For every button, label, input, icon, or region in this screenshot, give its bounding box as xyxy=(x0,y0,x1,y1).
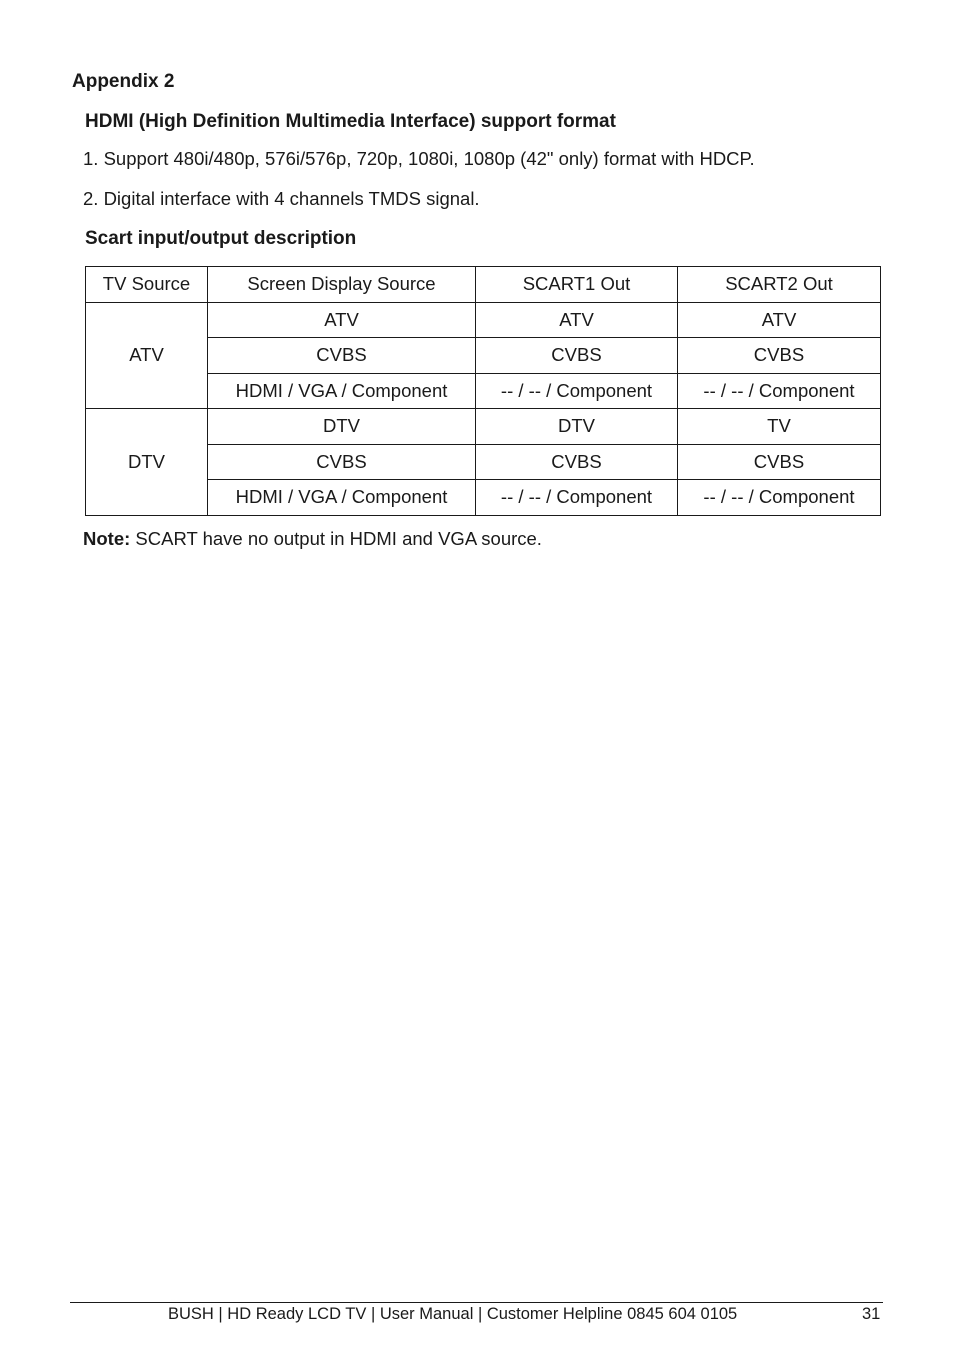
hdmi-item-1: 1. Support 480i/480p, 576i/576p, 720p, 1080i, 1080p (42" only) format with HDCP. xyxy=(83,148,755,169)
header-scart1-out: SCART1 Out xyxy=(476,267,678,303)
scart-heading: Scart input/output description xyxy=(85,228,357,249)
table-cell: -- / -- / Component xyxy=(476,480,678,516)
hdmi-item-2: 2. Digital interface with 4 channels TMDS signal. xyxy=(83,188,480,209)
scart-table xyxy=(85,266,881,516)
table-header-row xyxy=(86,267,881,303)
header-scart2-out: SCART2 Out xyxy=(678,267,881,303)
header-screen-display-source: Screen Display Source xyxy=(208,267,476,303)
table-cell: ATV xyxy=(476,302,678,338)
table-cell: DTV xyxy=(476,409,678,445)
tv-source-cell: DTV xyxy=(86,409,208,516)
hdmi-heading: HDMI (High Definition Multimedia Interface) support format xyxy=(85,111,616,132)
table-cell: ATV xyxy=(678,302,881,338)
table-cell: -- / -- / Component xyxy=(678,480,881,516)
note-text: SCART have no output in HDMI and VGA source. xyxy=(130,528,542,549)
note xyxy=(83,528,542,550)
table-cell: -- / -- / Component xyxy=(476,373,678,409)
table-cell: TV xyxy=(678,409,881,445)
table-cell: CVBS xyxy=(476,444,678,480)
table-row xyxy=(86,302,881,338)
table-cell: CVBS xyxy=(476,338,678,374)
table-cell: HDMI / VGA / Component xyxy=(208,480,476,516)
note-label: Note: xyxy=(83,528,131,549)
footer-text: BUSH | HD Ready LCD TV | User Manual | Customer Helpline 0845 604 0105 xyxy=(168,1305,738,1323)
table-cell: DTV xyxy=(208,409,476,445)
table-cell: CVBS xyxy=(208,444,476,480)
header-tv-source: TV Source xyxy=(86,267,208,303)
page-number: 31 xyxy=(862,1305,881,1323)
table-cell: CVBS xyxy=(678,444,881,480)
table-row xyxy=(86,409,881,445)
table-cell: CVBS xyxy=(678,338,881,374)
table-cell: HDMI / VGA / Component xyxy=(208,373,476,409)
table-cell: -- / -- / Component xyxy=(678,373,881,409)
appendix-title: Appendix 2 xyxy=(72,71,175,92)
table-cell: CVBS xyxy=(208,338,476,374)
table-cell: ATV xyxy=(208,302,476,338)
footer-divider xyxy=(70,1302,883,1303)
tv-source-cell: ATV xyxy=(86,302,208,409)
